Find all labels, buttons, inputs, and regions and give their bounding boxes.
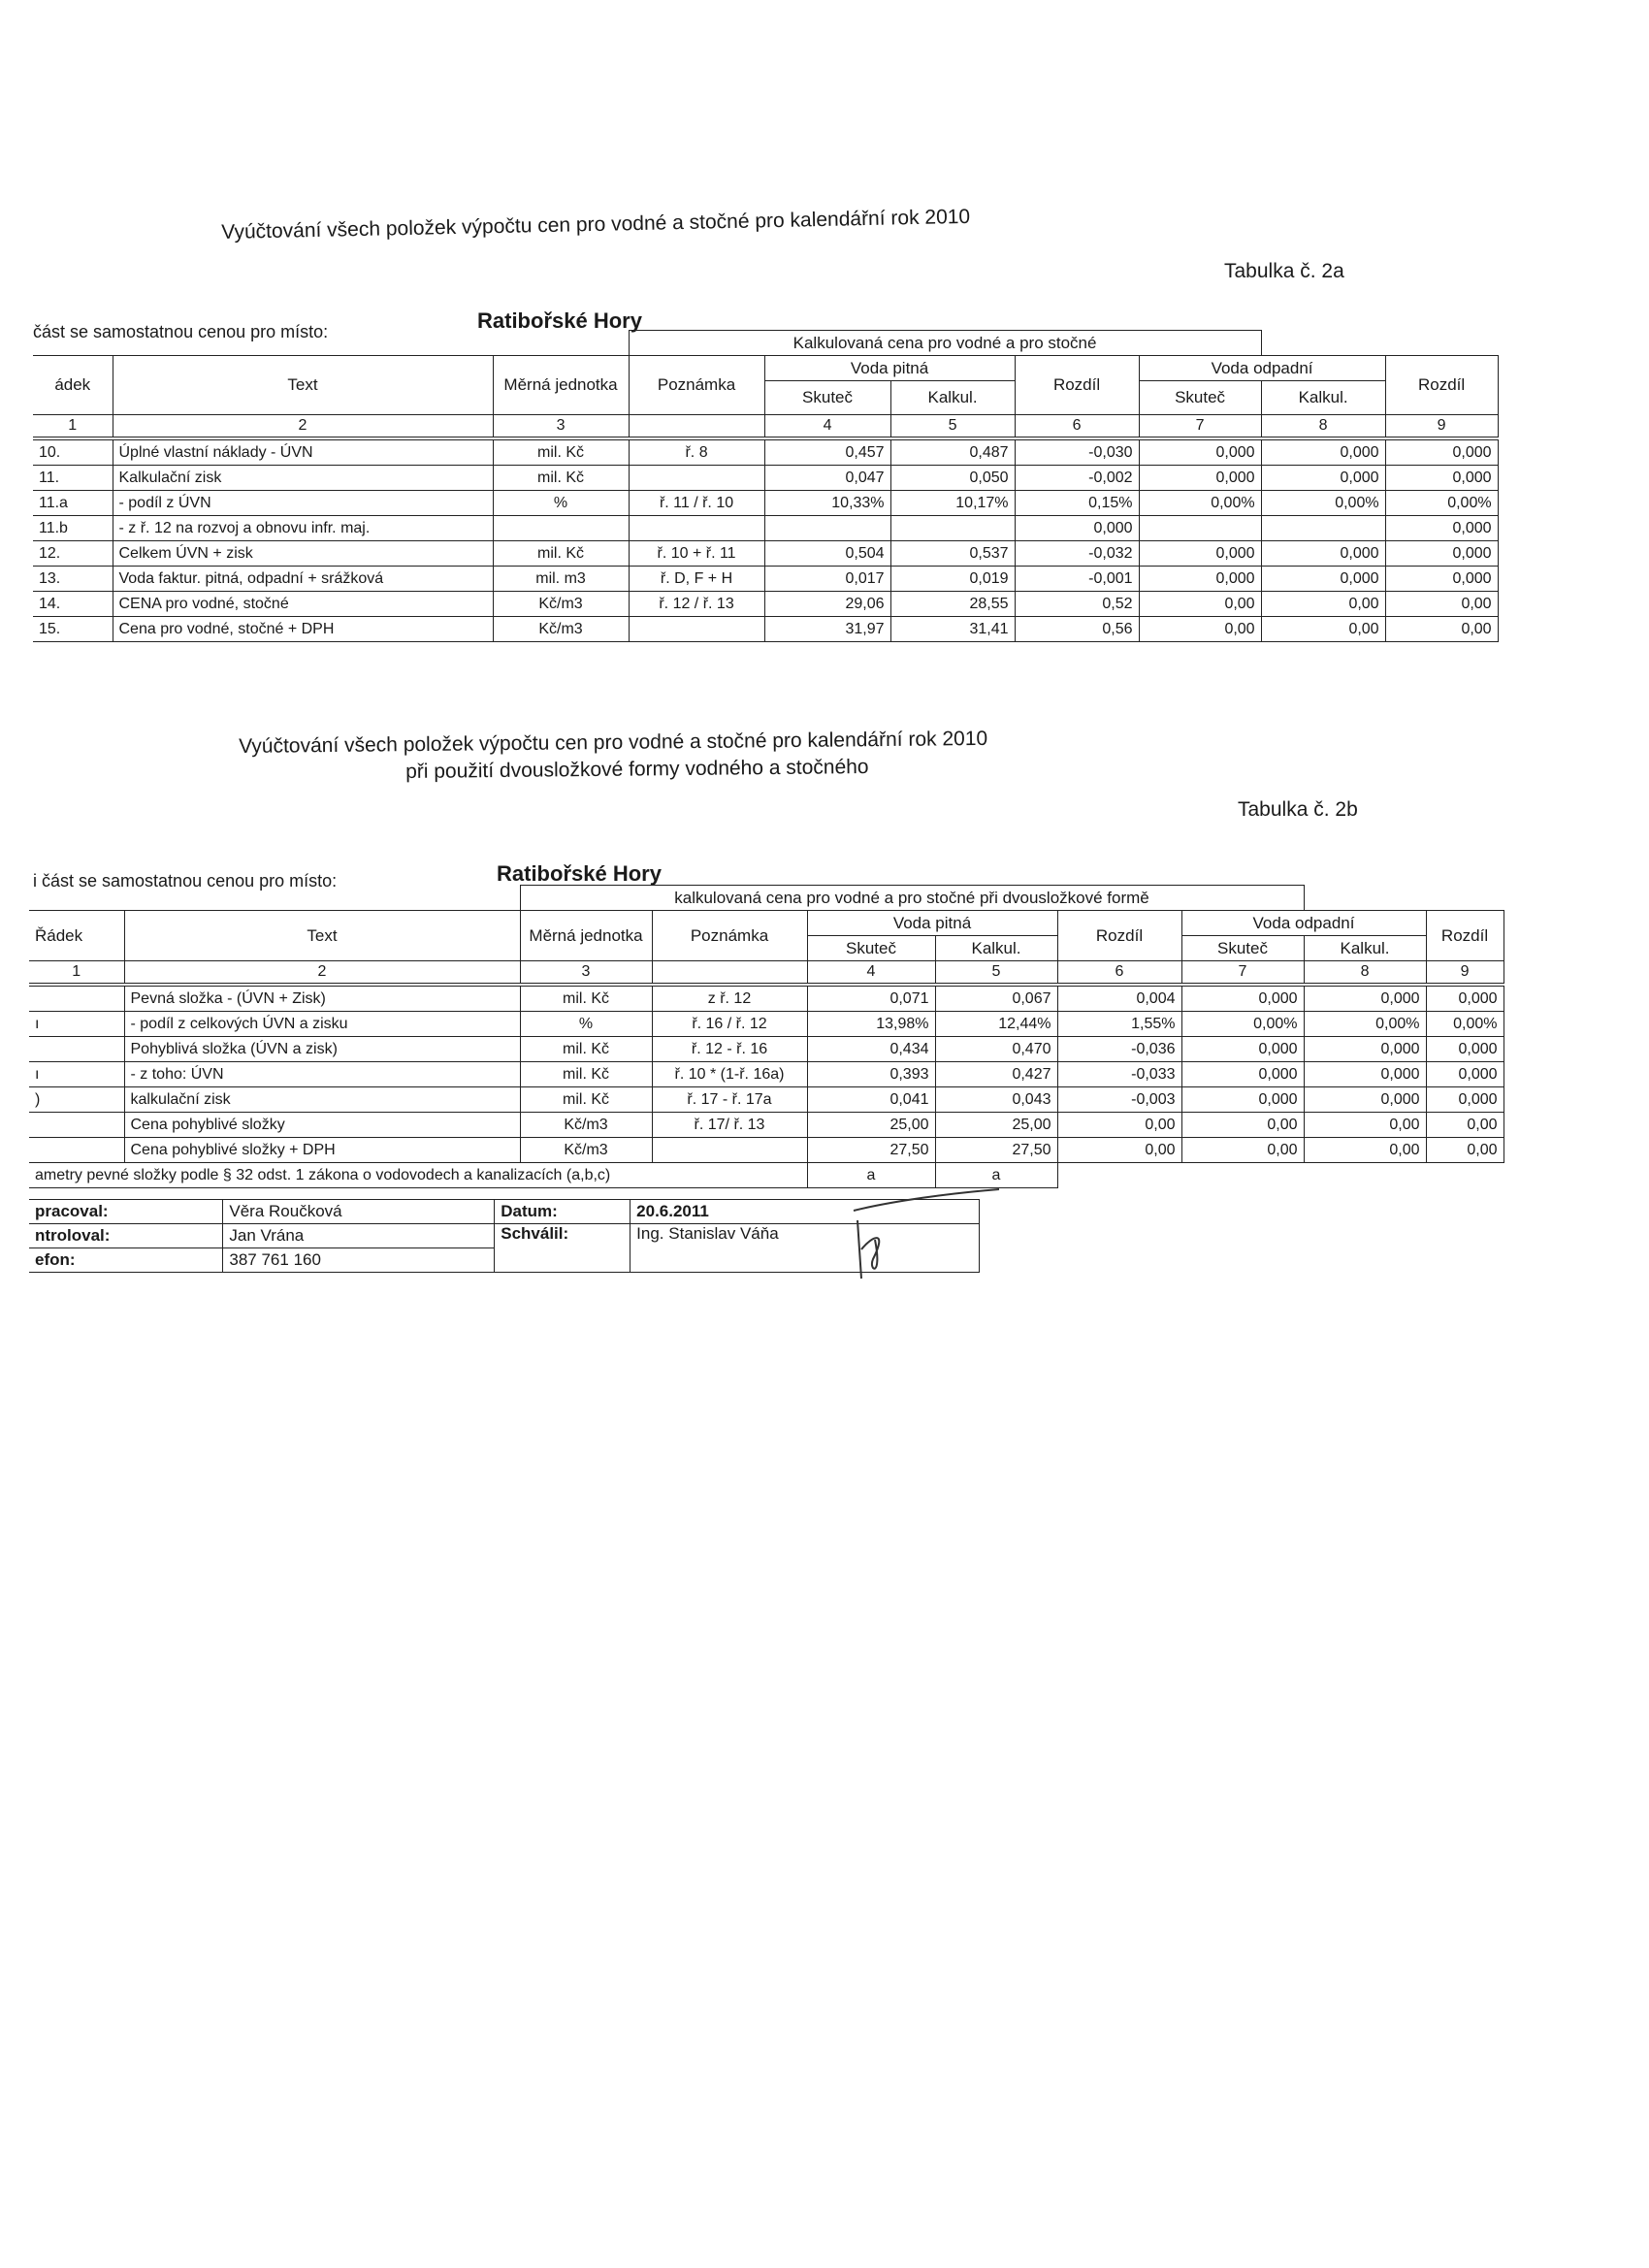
row-rozdil-pitna: 0,00 <box>1057 1138 1181 1163</box>
row-note <box>629 617 764 642</box>
row-text: Úplné vlastní náklady - ÚVN <box>113 438 493 466</box>
table-b-header-row-1 <box>29 886 1504 911</box>
table-a-col-note: Poznámka <box>629 356 764 415</box>
table-b-column-numbers <box>29 961 1504 986</box>
row-skutec-odpadni: 0,00% <box>1181 1012 1304 1037</box>
table-row <box>29 1113 1504 1138</box>
row-rozdil-pitna: -0,033 <box>1057 1062 1181 1087</box>
table-row <box>29 1062 1504 1087</box>
row-skutec-pitna: 0,393 <box>807 1062 935 1087</box>
telefon-label: efon: <box>29 1248 223 1273</box>
row-rozdil-pitna: -0,036 <box>1057 1037 1181 1062</box>
col-num: 4 <box>764 415 890 439</box>
table-b-title-line2: při použití dvousložkové formy vodného a stočného <box>405 756 869 783</box>
table-b-col-kalkul-pitna: Kalkul. <box>935 936 1057 961</box>
table-b-title-line1: Vyúčtování všech položek výpočtu cen pro vodné a stočné pro kalendářní rok 2010 <box>239 727 988 758</box>
row-kalkul-pitna: 0,050 <box>890 466 1015 491</box>
row-text: CENA pro vodné, stočné <box>113 592 493 617</box>
row-rozdil-odpadni: 0,00% <box>1426 1012 1504 1037</box>
table-row <box>33 438 1498 466</box>
table-b-col-rozdil-odpadni: Rozdíl <box>1426 911 1504 961</box>
schvalil-value: Ing. Stanislav Váňa <box>630 1224 980 1273</box>
table-a-col-rozdil-pitna: Rozdíl <box>1015 356 1139 415</box>
row-number: 10. <box>33 438 113 466</box>
zpracoval-value: Věra Roučková <box>223 1200 495 1224</box>
col-num: 6 <box>1057 961 1181 986</box>
row-text: Pohyblivá složka (ÚVN a zisk) <box>124 1037 520 1062</box>
row-unit <box>493 516 629 541</box>
row-rozdil-pitna: 0,15% <box>1015 491 1139 516</box>
table-a-col-kalkul-odpadni: Kalkul. <box>1261 381 1385 415</box>
table-a-location-label: část se samostatnou cenou pro místo: <box>33 322 329 341</box>
row-kalkul-pitna <box>890 516 1015 541</box>
col-num: 6 <box>1015 415 1139 439</box>
row-kalkul-pitna: 0,067 <box>935 985 1057 1012</box>
row-note <box>652 1138 807 1163</box>
row-rozdil-pitna: -0,002 <box>1015 466 1139 491</box>
table-b-col-text: Text <box>124 911 520 961</box>
row-text: - podíl z celkových ÚVN a zisku <box>124 1012 520 1037</box>
row-number: 13. <box>33 567 113 592</box>
kontroloval-value: Jan Vrána <box>223 1224 495 1248</box>
row-unit: Kč/m3 <box>520 1138 652 1163</box>
table-b <box>29 885 1504 1188</box>
row-number: 14. <box>33 592 113 617</box>
table-b-col-rozdil-pitna: Rozdíl <box>1057 911 1181 961</box>
row-text: - z toho: ÚVN <box>124 1062 520 1087</box>
row-unit: mil. Kč <box>520 1062 652 1087</box>
datum-value: 20.6.2011 <box>630 1200 980 1224</box>
row-kalkul-pitna: 10,17% <box>890 491 1015 516</box>
col-num: 3 <box>493 415 629 439</box>
row-skutec-odpadni: 0,000 <box>1139 567 1261 592</box>
row-skutec-pitna: 0,071 <box>807 985 935 1012</box>
row-rozdil-odpadni: 0,000 <box>1426 985 1504 1012</box>
row-rozdil-odpadni: 0,00 <box>1385 617 1498 642</box>
row-number: ) <box>29 1087 124 1113</box>
row-unit: mil. Kč <box>493 438 629 466</box>
row-unit: mil. m3 <box>493 567 629 592</box>
row-note: ř. 16 / ř. 12 <box>652 1012 807 1037</box>
table-row <box>33 541 1498 567</box>
row-note: ř. 17 - ř. 17a <box>652 1087 807 1113</box>
table-row <box>29 1138 1504 1163</box>
row-skutec-odpadni: 0,00 <box>1139 617 1261 642</box>
col-num: 9 <box>1385 415 1498 439</box>
table-b-col-kalkul-odpadni: Kalkul. <box>1304 936 1426 961</box>
col-num: 8 <box>1304 961 1426 986</box>
col-num: 5 <box>890 415 1015 439</box>
col-num: 4 <box>807 961 935 986</box>
row-kalkul-pitna: 25,00 <box>935 1113 1057 1138</box>
row-rozdil-odpadni: 0,000 <box>1385 466 1498 491</box>
row-rozdil-odpadni: 0,000 <box>1426 1087 1504 1113</box>
table-a-header-row-2 <box>33 356 1498 381</box>
row-rozdil-odpadni: 0,00% <box>1385 491 1498 516</box>
table-b-header-row-2 <box>29 911 1504 936</box>
row-note: ř. 10 + ř. 11 <box>629 541 764 567</box>
kontroloval-label: ntroloval: <box>29 1224 223 1248</box>
table-b-voda-pitna: Voda pitná <box>807 911 1057 936</box>
row-kalkul-pitna: 0,487 <box>890 438 1015 466</box>
col-num: 2 <box>124 961 520 986</box>
row-skutec-odpadni: 0,00% <box>1139 491 1261 516</box>
row-note: ř. 17/ ř. 13 <box>652 1113 807 1138</box>
table-a-col-radek: ádek <box>33 356 113 415</box>
row-rozdil-odpadni: 0,000 <box>1385 541 1498 567</box>
zpracoval-label: pracoval: <box>29 1200 223 1224</box>
row-kalkul-odpadni: 0,00 <box>1261 592 1385 617</box>
table-b-col-note: Poznámka <box>652 911 807 961</box>
row-unit: Kč/m3 <box>520 1113 652 1138</box>
row-kalkul-odpadni: 0,00 <box>1304 1138 1426 1163</box>
row-rozdil-pitna: 0,000 <box>1015 516 1139 541</box>
row-skutec-pitna: 0,017 <box>764 567 890 592</box>
row-rozdil-pitna: 0,004 <box>1057 985 1181 1012</box>
table-b-col-radek: Řádek <box>29 911 124 961</box>
telefon-value: 387 761 160 <box>223 1248 495 1273</box>
row-kalkul-pitna: 27,50 <box>935 1138 1057 1163</box>
row-skutec-pitna: 10,33% <box>764 491 890 516</box>
table-a-col-text: Text <box>113 356 493 415</box>
table-row <box>29 1037 1504 1062</box>
col-num: 7 <box>1139 415 1261 439</box>
table-b-voda-odpadni: Voda odpadní <box>1181 911 1426 936</box>
datum-label: Datum: <box>495 1200 630 1224</box>
row-note: z ř. 12 <box>652 985 807 1012</box>
table-a <box>33 330 1499 642</box>
row-unit: Kč/m3 <box>493 617 629 642</box>
table-a-column-numbers <box>33 415 1498 439</box>
row-note <box>629 466 764 491</box>
schvalil-label: Schválil: <box>495 1224 630 1273</box>
row-skutec-pitna: 0,041 <box>807 1087 935 1113</box>
row-number: 11.b <box>33 516 113 541</box>
row-unit: mil. Kč <box>520 1037 652 1062</box>
handwritten-signature <box>834 1182 1009 1288</box>
table-a-voda-pitna: Voda pitná <box>764 356 1015 381</box>
row-text: kalkulační zisk <box>124 1087 520 1113</box>
row-skutec-pitna: 27,50 <box>807 1138 935 1163</box>
row-number <box>29 1138 124 1163</box>
col-num: 1 <box>29 961 124 986</box>
row-number: ı <box>29 1062 124 1087</box>
row-kalkul-odpadni: 0,000 <box>1304 1087 1426 1113</box>
table-row <box>33 516 1498 541</box>
row-skutec-pitna: 0,047 <box>764 466 890 491</box>
table-row <box>33 466 1498 491</box>
col-num: 7 <box>1181 961 1304 986</box>
col-num: 5 <box>935 961 1057 986</box>
row-text: - z ř. 12 na rozvoj a obnovu infr. maj. <box>113 516 493 541</box>
row-skutec-pitna: 0,434 <box>807 1037 935 1062</box>
table-a-col-kalkul-pitna: Kalkul. <box>890 381 1015 415</box>
table-a-col-rozdil-odpadni: Rozdíl <box>1385 356 1498 415</box>
table-row <box>33 567 1498 592</box>
row-kalkul-odpadni: 0,000 <box>1304 985 1426 1012</box>
col-num <box>629 415 764 439</box>
row-unit: mil. Kč <box>493 466 629 491</box>
col-num <box>652 961 807 986</box>
col-num: 2 <box>113 415 493 439</box>
table-row <box>33 592 1498 617</box>
row-rozdil-odpadni: 0,00 <box>1426 1113 1504 1138</box>
table-row <box>29 1087 1504 1113</box>
row-text: - podíl z ÚVN <box>113 491 493 516</box>
table-a-col-skutec-pitna: Skuteč <box>764 381 890 415</box>
table-a-voda-odpadni: Voda odpadní <box>1139 356 1385 381</box>
row-unit: % <box>493 491 629 516</box>
row-kalkul-pitna: 0,537 <box>890 541 1015 567</box>
table-a-group-header: Kalkulovaná cena pro vodné a pro stočné <box>629 331 1261 356</box>
table-a-title: Vyúčtování všech položek výpočtu cen pro vodné a stočné pro kalendářní rok 2010 <box>221 205 971 243</box>
col-num: 8 <box>1261 415 1385 439</box>
row-kalkul-pitna: 31,41 <box>890 617 1015 642</box>
row-skutec-odpadni: 0,000 <box>1181 985 1304 1012</box>
row-kalkul-odpadni: 0,000 <box>1261 541 1385 567</box>
row-kalkul-odpadni: 0,00 <box>1261 617 1385 642</box>
row-kalkul-pitna: 0,427 <box>935 1062 1057 1087</box>
row-kalkul-odpadni: 0,00% <box>1261 491 1385 516</box>
row-note: ř. 11 / ř. 10 <box>629 491 764 516</box>
param-row-c5: a <box>935 1163 1057 1188</box>
row-note: ř. 8 <box>629 438 764 466</box>
row-number <box>29 1113 124 1138</box>
row-text: Cena pohyblivé složky <box>124 1113 520 1138</box>
row-rozdil-odpadni: 0,000 <box>1426 1062 1504 1087</box>
table-b-col-skutec-odpadni: Skuteč <box>1181 936 1304 961</box>
row-note: ř. 12 / ř. 13 <box>629 592 764 617</box>
row-rozdil-odpadni: 0,000 <box>1385 567 1498 592</box>
row-skutec-pitna: 25,00 <box>807 1113 935 1138</box>
row-text: Cena pohyblivé složky + DPH <box>124 1138 520 1163</box>
table-row <box>29 1012 1504 1037</box>
row-skutec-odpadni: 0,00 <box>1139 592 1261 617</box>
table-b-location-name: Ratibořské Hory <box>497 861 662 886</box>
row-rozdil-odpadni: 0,000 <box>1385 516 1498 541</box>
row-note: ř. 10 * (1-ř. 16a) <box>652 1062 807 1087</box>
row-rozdil-pitna: -0,003 <box>1057 1087 1181 1113</box>
row-skutec-pitna: 13,98% <box>807 1012 935 1037</box>
row-skutec-odpadni: 0,000 <box>1181 1087 1304 1113</box>
row-rozdil-odpadni: 0,00 <box>1385 592 1498 617</box>
row-text: Celkem ÚVN + zisk <box>113 541 493 567</box>
row-kalkul-odpadni: 0,000 <box>1261 466 1385 491</box>
row-kalkul-pitna: 0,019 <box>890 567 1015 592</box>
row-skutec-odpadni: 0,000 <box>1139 438 1261 466</box>
row-kalkul-odpadni: 0,00 <box>1304 1113 1426 1138</box>
row-skutec-pitna: 0,457 <box>764 438 890 466</box>
table-row <box>33 491 1498 516</box>
row-skutec-odpadni: 0,000 <box>1181 1037 1304 1062</box>
table-row <box>33 617 1498 642</box>
row-rozdil-pitna: -0,001 <box>1015 567 1139 592</box>
row-kalkul-pitna: 28,55 <box>890 592 1015 617</box>
row-note: ř. 12 - ř. 16 <box>652 1037 807 1062</box>
table-a-location-name: Ratibořské Hory <box>477 308 642 333</box>
row-number: 12. <box>33 541 113 567</box>
table-a-header-row-1 <box>33 331 1498 356</box>
row-note <box>629 516 764 541</box>
row-skutec-odpadni <box>1139 516 1261 541</box>
row-number: 11.a <box>33 491 113 516</box>
row-kalkul-odpadni <box>1261 516 1385 541</box>
col-num: 9 <box>1426 961 1504 986</box>
table-b-col-skutec-pitna: Skuteč <box>807 936 935 961</box>
table-b-group-header: kalkulovaná cena pro vodné a pro stočné při dvousložkové formě <box>520 886 1304 911</box>
row-rozdil-odpadni: 0,00 <box>1426 1138 1504 1163</box>
row-number <box>29 985 124 1012</box>
table-b-number: Tabulka č. 2b <box>1238 798 1358 821</box>
row-unit: mil. Kč <box>520 985 652 1012</box>
row-number: 11. <box>33 466 113 491</box>
row-skutec-odpadni: 0,000 <box>1139 466 1261 491</box>
row-unit: mil. Kč <box>493 541 629 567</box>
row-rozdil-pitna: -0,030 <box>1015 438 1139 466</box>
col-num: 1 <box>33 415 113 439</box>
row-text: Kalkulační zisk <box>113 466 493 491</box>
row-note: ř. D, F + H <box>629 567 764 592</box>
row-kalkul-odpadni: 0,000 <box>1304 1037 1426 1062</box>
table-b-location-label: i část se samostatnou cenou pro místo: <box>33 871 338 891</box>
row-skutec-pitna: 29,06 <box>764 592 890 617</box>
row-skutec-odpadni: 0,000 <box>1139 541 1261 567</box>
table-row <box>29 985 1504 1012</box>
row-text: Voda faktur. pitná, odpadní + srážková <box>113 567 493 592</box>
row-kalkul-pitna: 0,043 <box>935 1087 1057 1113</box>
row-rozdil-odpadni: 0,000 <box>1426 1037 1504 1062</box>
param-row-text: ametry pevné složky podle § 32 odst. 1 zákona o vodovodech a kanalizacích (a,b,c) <box>29 1163 807 1188</box>
table-b-col-unit: Měrná jednotka <box>520 911 652 961</box>
row-skutec-pitna: 31,97 <box>764 617 890 642</box>
row-kalkul-pitna: 12,44% <box>935 1012 1057 1037</box>
col-num: 3 <box>520 961 652 986</box>
row-kalkul-pitna: 0,470 <box>935 1037 1057 1062</box>
row-number: ı <box>29 1012 124 1037</box>
row-skutec-pitna <box>764 516 890 541</box>
row-rozdil-odpadni: 0,000 <box>1385 438 1498 466</box>
row-rozdil-pitna: 0,00 <box>1057 1113 1181 1138</box>
table-b-param-row <box>29 1163 1504 1188</box>
row-skutec-odpadni: 0,00 <box>1181 1113 1304 1138</box>
row-rozdil-pitna: -0,032 <box>1015 541 1139 567</box>
row-text: Cena pro vodné, stočné + DPH <box>113 617 493 642</box>
param-row-c4: a <box>807 1163 935 1188</box>
row-rozdil-pitna: 0,56 <box>1015 617 1139 642</box>
row-rozdil-pitna: 0,52 <box>1015 592 1139 617</box>
row-number: 15. <box>33 617 113 642</box>
table-a-col-skutec-odpadni: Skuteč <box>1139 381 1261 415</box>
row-skutec-odpadni: 0,00 <box>1181 1138 1304 1163</box>
row-skutec-odpadni: 0,000 <box>1181 1062 1304 1087</box>
row-kalkul-odpadni: 0,00% <box>1304 1012 1426 1037</box>
table-a-col-unit: Měrná jednotka <box>493 356 629 415</box>
row-kalkul-odpadni: 0,000 <box>1261 438 1385 466</box>
row-number <box>29 1037 124 1062</box>
row-skutec-pitna: 0,504 <box>764 541 890 567</box>
table-a-number: Tabulka č. 2a <box>1224 260 1344 282</box>
row-rozdil-pitna: 1,55% <box>1057 1012 1181 1037</box>
row-kalkul-odpadni: 0,000 <box>1261 567 1385 592</box>
row-unit: % <box>520 1012 652 1037</box>
row-unit: Kč/m3 <box>493 592 629 617</box>
row-text: Pevná složka - (ÚVN + Zisk) <box>124 985 520 1012</box>
row-kalkul-odpadni: 0,000 <box>1304 1062 1426 1087</box>
row-unit: mil. Kč <box>520 1087 652 1113</box>
